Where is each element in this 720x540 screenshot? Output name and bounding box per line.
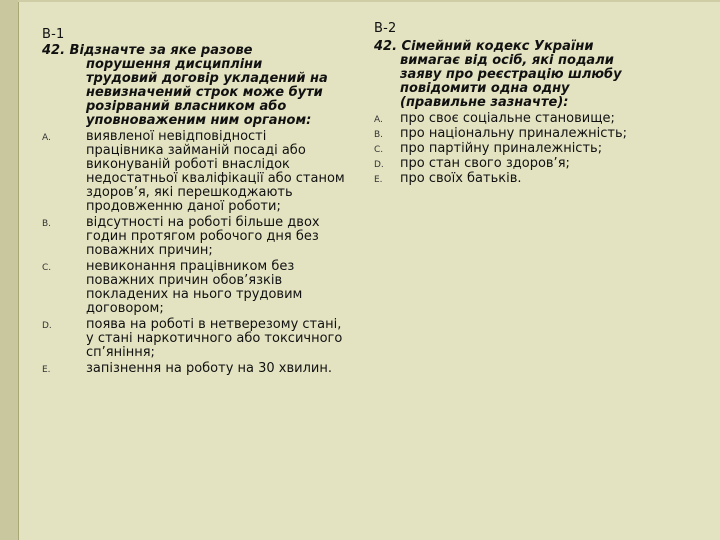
option-letter: A. [42,133,51,143]
variant-1-question [42,44,336,128]
variant-2-option-c [374,142,704,156]
variant-2-option-e [374,172,704,186]
variant-2-question-rest: вимагає від осіб, які подали заяву про реєстрацію шлюбу повідомити одна одну (правильне зазначте): [400,53,622,110]
variant-1-option-c [42,260,362,316]
variant-1-option-d [42,318,362,360]
variant-1-question-line-1: 42. Відзначте за яке разове [42,43,253,58]
variant-1-option-b [42,216,362,258]
option-text: поява на роботі в нетверезому стані, у стані наркотичного або токсичного сп’яніння; [86,317,343,360]
option-text: виявленої невідповідності працівника займаній посаді або виконуваній роботі внаслідок недостатньої кваліфікації або станом здоров’я, які перешкоджають продовженню даної роботи; [86,129,345,214]
slide-top-line [18,0,720,2]
variant-1-question-rest: порушення дисципліни трудовий договір укладений на невизначений строк може бути розірваний власником або уповноваженим ним органом: [86,57,328,128]
option-letter: A. [374,115,383,125]
option-letter: B. [374,130,384,140]
variant-2-options [374,112,704,187]
slide-left-bar [0,0,19,540]
option-text: про своє соціальне становище; [400,111,615,126]
variant-2-question-line-1: 42. Сімейний кодекс України [374,39,594,54]
variant-2-option-a [374,112,704,126]
option-text: запізнення на роботу на 30 хвилин. [86,361,332,376]
option-text: про партійну приналежність; [400,141,603,156]
option-text: про національну приналежність; [400,126,628,141]
option-letter: D. [374,160,384,170]
option-letter: C. [42,263,52,273]
variant-2-label: В-2 [374,21,397,36]
option-text: відсутності на роботі більше двох годин протягом робочого дня без поважних причин; [86,215,320,258]
variant-1-label: В-1 [42,27,65,42]
option-letter: C. [374,145,384,155]
variant-2-question [374,40,680,110]
option-text: про своїх батьків. [400,171,522,186]
variant-2-option-d [374,157,704,171]
variant-1-option-a [42,130,362,214]
variant-2-option-b [374,127,704,141]
option-letter: E. [374,175,383,185]
variant-1-option-e [42,362,362,376]
option-text: про стан свого здоров’я; [400,156,570,171]
option-letter: E. [42,365,51,375]
option-letter: B. [42,219,52,229]
variant-1-options [42,130,362,378]
option-text: невиконання працівником без поважних причин обов’язків покладених на нього трудовим договором; [86,259,303,316]
option-letter: D. [42,321,52,331]
